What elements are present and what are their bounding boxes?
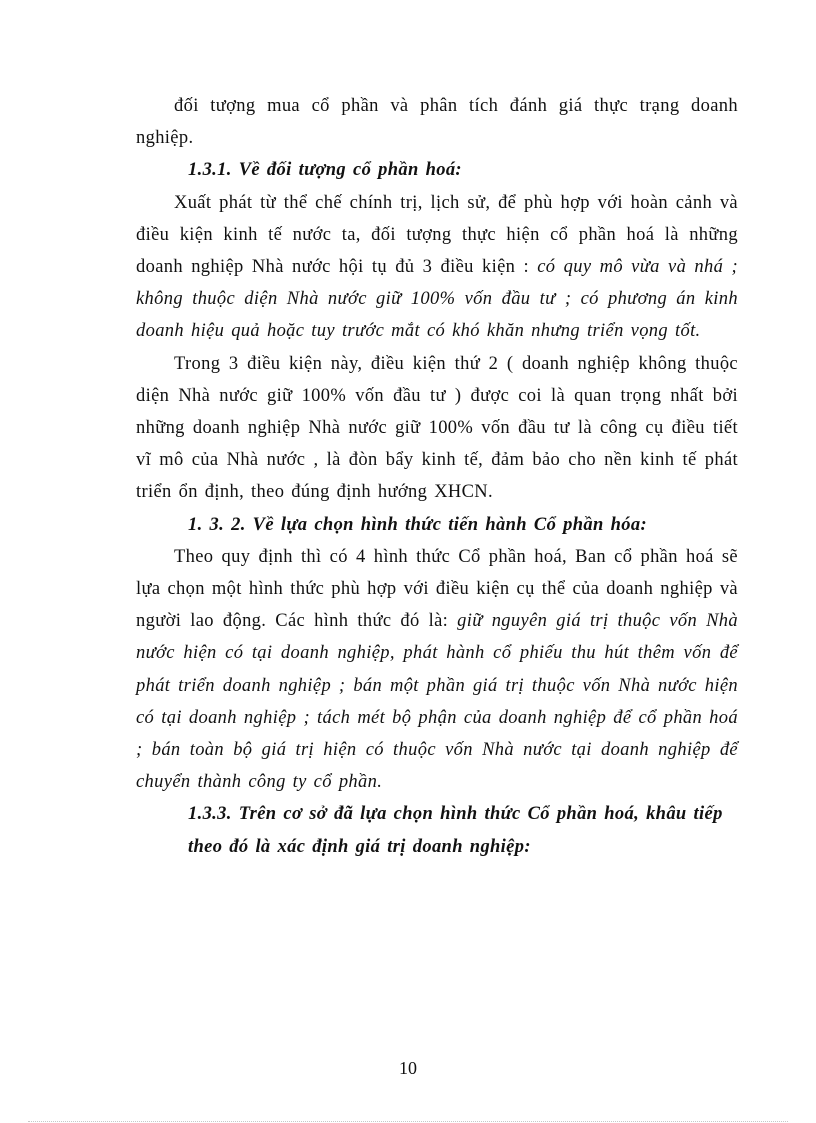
paragraph-conditions-lead: Xuất phát từ thể chế chính trị, lịch sử, để phù hợp với hoàn cảnh và điều kiện kinh tế nước ta, đối tượng thực hiện cổ phần hoá là những doanh nghiệp Nhà nước hội tụ đủ 3 điều kiện :	[136, 192, 738, 278]
paragraph-forms-list: giữ nguyên giá trị thuộc vốn Nhà nước hiện có tại doanh nghiệp, phát hành cổ phiếu thu hút thêm vốn để phát triển doanh nghiệp ; bán một phần giá trị thuộc vốn Nhà nước hiện có tại doanh nghiệp ; tách mét bộ phận của doanh nghiệp để cổ phần hoá ; bán toàn bộ giá trị hiện có thuộc vốn Nhà nước tại doanh nghiệp để chuyển thành công ty cổ phần.	[136, 611, 738, 793]
paragraph-forms-lead: Theo quy định thì có 4 hình thức Cổ phần hoá, Ban cổ phần hoá sẽ lựa chọn một hình thức phù hợp với điều kiện cụ thể của doanh nghiệp và người lao động. Các hình thức đó là:	[136, 546, 738, 632]
paragraph-forms	[136, 541, 738, 799]
section-heading-1-3-3: 1.3.3. Trên cơ sở đã lựa chọn hình thức Cổ phần hoá, khâu tiếp theo đó là xác định giá trị doanh nghiệp:	[188, 804, 723, 857]
paragraph-second-condition: Trong 3 điều kiện này, điều kiện thứ 2 ( doanh nghiệp không thuộc diện Nhà nước giữ 100% vốn đầu tư ) được coi là quan trọng nhất bởi những doanh nghiệp Nhà nước giữ 100% vốn đầu tư là công cụ điều tiết vĩ mô của Nhà nước , là đòn bẩy kinh tế, đảm bảo cho nền kinh tế phát triển ổn định, theo đúng định hướng XHCN.	[136, 353, 738, 503]
section-heading-1-3-2: 1. 3. 2. Về lựa chọn hình thức tiến hành Cổ phần hóa:	[188, 514, 647, 535]
section-heading-1-3-1: 1.3.1. Về đối tượng cổ phần hoá:	[188, 160, 462, 181]
paragraph-conditions	[136, 187, 738, 348]
paragraph-continuation: đối tượng mua cổ phần và phân tích đánh giá thực trạng doanh nghiệp.	[136, 96, 738, 149]
body-text	[136, 90, 738, 863]
page-number: 10	[399, 1058, 417, 1078]
paragraph-conditions-list: có quy mô vừa và nhá ; không thuộc diện Nhà nước giữ 100% vốn đầu tư ; có phương án kinh doanh hiệu quả hoặc tuy trước mắt có khó khăn nhưng triển vọng tốt.	[136, 257, 738, 342]
footer-divider	[28, 1121, 788, 1122]
